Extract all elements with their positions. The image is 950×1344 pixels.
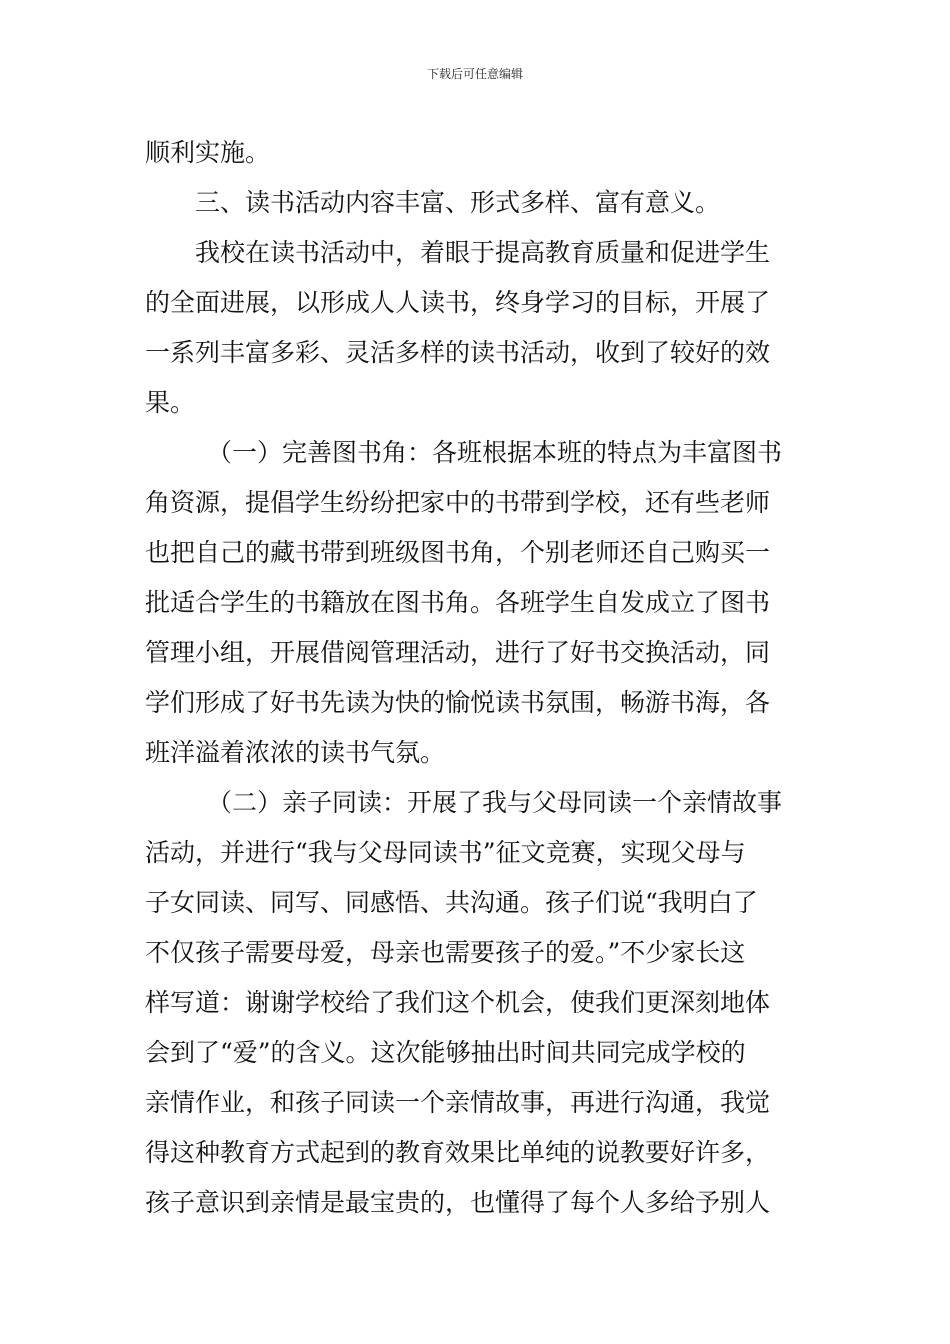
text-line: 我校在读书活动中，着眼于提高教育质量和促进学生 — [195, 238, 771, 267]
text-line: 亲情作业，和孩子同读一个亲情故事，再进行沟通，我觉 — [145, 1088, 771, 1117]
subsection-line: （二）亲子同读：开展了我与父母同读一个亲情故事 — [207, 788, 783, 817]
text-line: 活动，并进行“我与父母同读书”征文竞赛，实现父母与 — [145, 838, 746, 867]
section-heading: 三、读书活动内容丰富、形式多样、富有意义。 — [195, 188, 721, 217]
text-line: 批适合学生的书籍放在图书角。各班学生自发成立了图书 — [145, 588, 771, 617]
text-line: 不仅孩子需要母爱，母亲也需要孩子的爱。”不少家长这 — [145, 938, 746, 967]
text-line: 果。 — [145, 388, 196, 417]
text-line: 的全面进展，以形成人人读书，终身学习的目标，开展了 — [145, 288, 771, 317]
text-line: 班洋溢着浓浓的读书气氛。 — [145, 738, 446, 767]
text-line: 子女同读、同写、同感悟、共沟通。孩子们说“我明白了 — [145, 888, 758, 917]
text-line: 角资源，提倡学生纷纷把家中的书带到学校，还有些老师 — [145, 488, 771, 517]
text-line: 样写道：谢谢学校给了我们这个机会，使我们更深刻地体 — [145, 988, 771, 1017]
text-line: 顺利实施。 — [145, 138, 271, 167]
text-line: 一系列丰富多彩、灵活多样的读书活动，收到了较好的效 — [145, 338, 771, 367]
text-line: 也把自己的藏书带到班级图书角，个别老师还自己购买一 — [145, 538, 771, 567]
text-line: 学们形成了好书先读为快的愉悦读书氛围，畅游书海，各 — [145, 688, 771, 717]
subsection-line: （一）完善图书角：各班根据本班的特点为丰富图书 — [207, 438, 783, 467]
text-line: 管理小组，开展借阅管理活动，进行了好书交换活动，同 — [145, 638, 771, 667]
page-header: 下载后可任意编辑 — [426, 67, 523, 81]
body-text — [145, 128, 810, 1228]
text-line: 孩子意识到亲情是最宝贵的，也懂得了每个人多给予别人 — [145, 1188, 771, 1217]
text-line: 得这种教育方式起到的教育效果比单纯的说教要好许多， — [145, 1138, 771, 1167]
text-line: 会到了“爱”的含义。这次能够抽出时间共同完成学校的 — [145, 1038, 746, 1067]
